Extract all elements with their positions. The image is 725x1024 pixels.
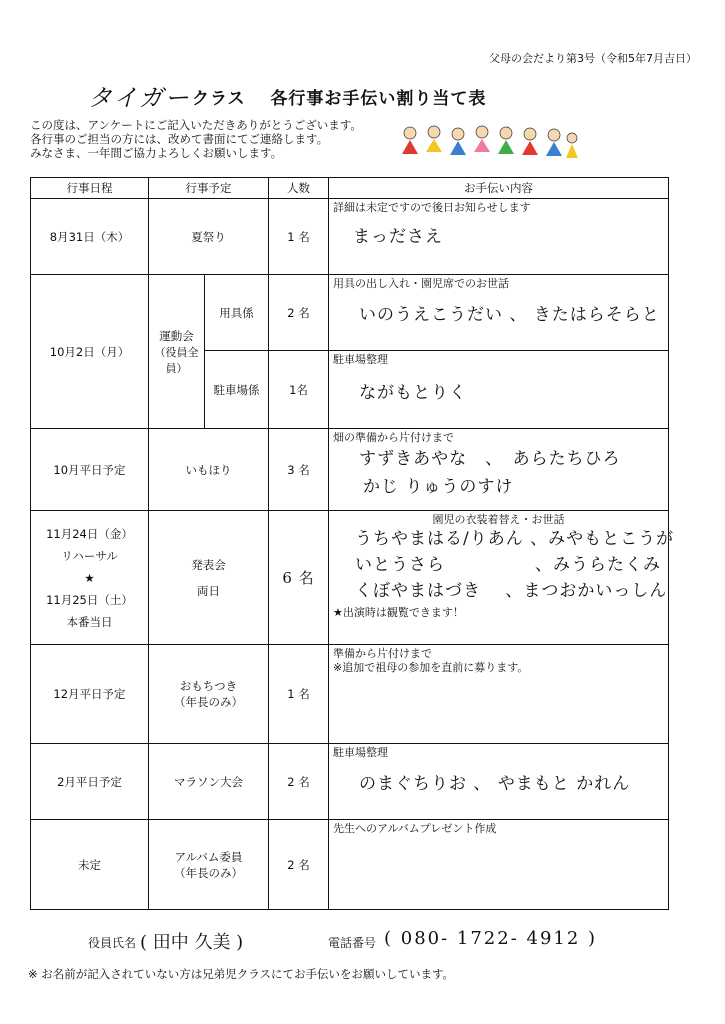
help-content: [329, 511, 675, 645]
table-row: [31, 429, 669, 511]
table-row: [31, 511, 669, 645]
table-row: [31, 645, 669, 744]
event-date: 12月平日予定: [31, 645, 149, 744]
event-subtitle: （役員全員）: [154, 345, 199, 375]
child-figure: [522, 128, 538, 155]
intro-text: [30, 118, 362, 160]
helper-count: [269, 511, 329, 645]
date-line: 11月24日（金）: [46, 526, 133, 541]
date-line: 11月25日（土）: [46, 592, 133, 607]
helper-count: 1名: [269, 351, 329, 429]
header-count: 人数: [269, 178, 329, 199]
table-header-row: [31, 178, 669, 199]
header-date: 行事日程: [31, 178, 149, 199]
date-line: 本番当日: [66, 614, 113, 629]
helper-count: 1 名: [269, 199, 329, 275]
assigned-names: ながもとりく: [359, 383, 467, 403]
helper-count: 1 名: [269, 645, 329, 744]
intro-line: 各行事のご担当の方には、改めて書面にてご連絡します。: [30, 132, 329, 146]
task-description: 駐車場整理: [333, 353, 388, 366]
table-row: [31, 275, 669, 351]
task-description: 先生へのアルバムプレゼント作成: [333, 822, 497, 835]
helper-count-text: 6 名: [282, 568, 315, 587]
officer-label: 役員氏名: [88, 936, 137, 950]
task-description: 準備から片付けまで: [333, 647, 432, 660]
help-content: [329, 744, 669, 820]
assigned-names: かじ りゅうのすけ: [363, 477, 514, 497]
event-name: [149, 820, 269, 910]
intro-line: みなさま、一年間ご協力よろしくお願いします。: [30, 146, 283, 160]
help-content: [329, 275, 669, 351]
assigned-names: のまぐちりお 、 やまもと かれん: [359, 774, 631, 794]
date-line: リハーサル: [61, 548, 118, 563]
assigned-names: いのうえこうだい 、 きたはらそらと: [359, 305, 660, 325]
event-name: [149, 275, 205, 429]
footer-note: ※ お名前が記入されていない方は兄弟児クラスにてお手伝いをお願いしています。: [28, 967, 455, 981]
event-date: [31, 511, 149, 645]
help-content: [329, 351, 669, 429]
page-title: クラス 各行事お手伝い割り当て表: [192, 89, 487, 109]
event-name: 夏祭り: [149, 199, 269, 275]
role-name: 駐車場係: [205, 351, 269, 429]
event-date: 10月平日予定: [31, 429, 149, 511]
helper-count: 2 名: [269, 820, 329, 910]
event-subtitle: 両日: [197, 583, 220, 598]
assigned-names: まっださえ: [353, 227, 443, 247]
table-row: [31, 744, 669, 820]
phone-label: 電話番号: [328, 936, 377, 950]
event-title: 発表会: [191, 557, 226, 572]
event-date: 未定: [31, 820, 149, 910]
event-subtitle: （年長のみ）: [174, 695, 243, 709]
help-content: [329, 429, 669, 511]
header-event: 行事予定: [149, 178, 269, 199]
task-description: 駐車場整理: [333, 746, 388, 759]
assigned-names: うちやまはる/りあん 、みやもとこうが: [355, 529, 675, 549]
task-description: 畑の準備から片付けまで: [333, 431, 454, 444]
event-title: おもちつき: [179, 679, 238, 693]
child-figure: [566, 133, 578, 158]
event-title: アルバム委員: [174, 849, 243, 864]
assignment-table: [30, 177, 675, 910]
task-description: 園児の衣装着替え・お世話: [432, 513, 565, 526]
event-name: [149, 645, 269, 744]
event-name: マラソン大会: [149, 744, 269, 820]
task-description: 詳細は未定ですので後日お知らせします: [333, 201, 531, 214]
phone-number: ( 080- 1722- 4912 ): [384, 928, 598, 949]
helper-count: 2 名: [269, 275, 329, 351]
viewing-note: ★出演時は観覧できます！: [333, 606, 464, 619]
task-description: 用具の出し入れ・園児席でのお世話: [333, 277, 509, 290]
children-illustration: [398, 124, 580, 160]
event-subtitle: （年長のみ）: [174, 865, 243, 880]
event-title: 運動会: [159, 328, 194, 343]
help-content: [329, 820, 669, 910]
newsletter-issue: 父母の会だより第3号（令和5年7月吉日）: [489, 52, 697, 65]
help-content: [329, 199, 669, 275]
role-name: 用具係: [205, 275, 269, 351]
assigned-names: いとうさら 、みうらたくみ: [355, 555, 661, 575]
event-date: 2月平日予定: [31, 744, 149, 820]
child-figure: [474, 126, 490, 152]
event-date: 8月31日（木）: [31, 199, 149, 275]
table-row: [31, 199, 669, 275]
assigned-names: くぼやまはづき 、まつおかいっしん: [355, 581, 668, 601]
star-icon: ★: [84, 570, 95, 585]
event-name: [149, 511, 269, 645]
table-row: [31, 820, 669, 910]
officer-name: ( 田中 久美 ): [140, 932, 244, 953]
intro-line: この度は、アンケートにご記入いただきありがとうございます。: [30, 118, 362, 132]
child-figure: [498, 127, 514, 154]
event-name: いもほり: [149, 429, 269, 511]
child-figure: [450, 128, 466, 155]
class-name: タイガー: [88, 84, 191, 112]
child-figure: [546, 129, 562, 156]
child-figure: [402, 127, 418, 154]
task-description: ※追加で祖母の参加を直前に募ります。: [333, 661, 529, 674]
event-date: 10月2日（月）: [31, 275, 149, 429]
assigned-names: すずきあやな 、 あらたちひろ: [359, 449, 621, 469]
header-content: お手伝い内容: [329, 178, 669, 199]
helper-count: 2 名: [269, 744, 329, 820]
child-figure: [426, 126, 442, 152]
help-content: [329, 645, 669, 744]
helper-count: 3 名: [269, 429, 329, 511]
